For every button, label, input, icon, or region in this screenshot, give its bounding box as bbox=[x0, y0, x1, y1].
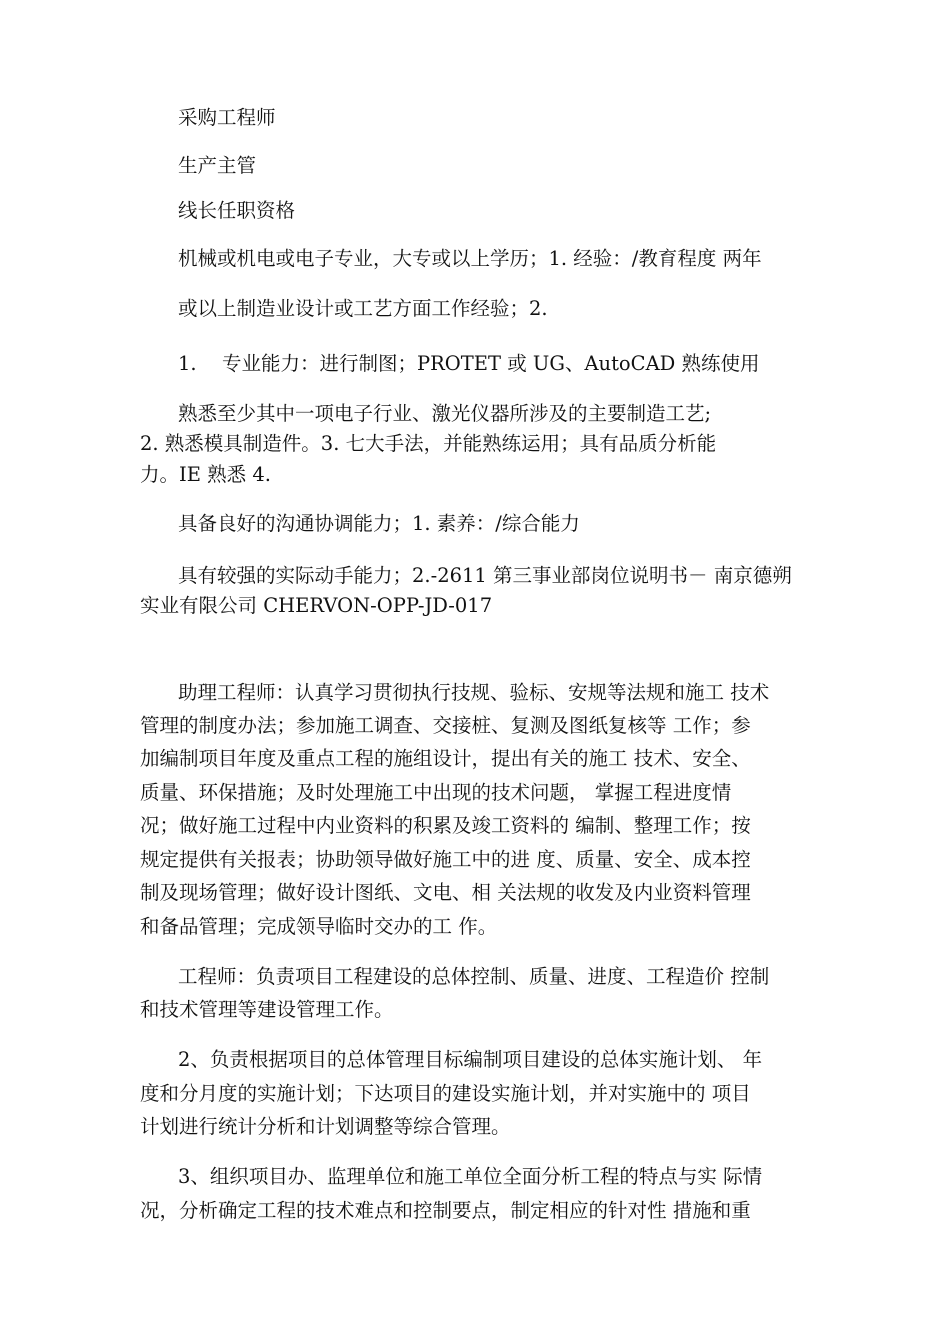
point-2-line: 2、负责根据项目的总体管理目标编制项目建设的总体实施计划、 年 bbox=[178, 1048, 763, 1071]
hands-on-line-2: 实业有限公司 CHERVON-OPP-JD-017 bbox=[140, 594, 493, 617]
assistant-engineer-line: 质量、环保措施；及时处理施工中出现的技术问题， 掌握工程进度情 bbox=[140, 781, 732, 804]
list-item-1 bbox=[178, 351, 760, 377]
heading-line-leader-qualification: 线长任职资格 bbox=[178, 199, 296, 222]
assistant-engineer-line: 加编制项目年度及重点工程的施组设计，提出有关的施工 技术、安全、 bbox=[140, 747, 751, 770]
engineer-line: 和技术管理等建设管理工作。 bbox=[140, 998, 394, 1021]
education-line-2: 或以上制造业设计或工艺方面工作经验；2. bbox=[178, 297, 548, 320]
assistant-engineer-line: 制及现场管理；做好设计图纸、文电、相 关法规的收发及内业资料管理 bbox=[140, 881, 751, 904]
list-item-text: 专业能力：进行制图；PROTET 或 UG、AutoCAD 熟练使用 bbox=[222, 352, 760, 375]
heading-purchasing-engineer: 采购工程师 bbox=[178, 106, 276, 129]
list-item-number: 1. bbox=[178, 352, 197, 375]
item2-line-2: 力。IE 熟悉 4. bbox=[140, 463, 271, 486]
item2-line-1: 2. 熟悉模具制造件。3. 七大手法，并能熟练运用；具有品质分析能 bbox=[140, 432, 717, 455]
point-2-line: 计划进行统计分析和计划调整等综合管理。 bbox=[140, 1115, 511, 1138]
assistant-engineer-line: 和备品管理；完成领导临时交办的工 作。 bbox=[140, 915, 498, 938]
assistant-engineer-line: 况；做好施工过程中内业资料的积累及竣工资料的 编制、整理工作；按 bbox=[140, 814, 751, 837]
education-line-1: 机械或机电或电子专业，大专或以上学历；1. 经验：/教育程度 两年 bbox=[178, 247, 762, 270]
point-3-line: 况，分析确定工程的技术难点和控制要点，制定相应的针对性 措施和重 bbox=[140, 1199, 751, 1222]
hands-on-line-1: 具有较强的实际动手能力；2.-2611 第三事业部岗位说明书－ 南京德朔 bbox=[178, 564, 792, 587]
assistant-engineer-line: 管理的制度办法；参加施工调查、交接桩、复测及图纸复核等 工作；参 bbox=[140, 714, 751, 737]
heading-production-supervisor: 生产主管 bbox=[178, 154, 257, 177]
communication-line: 具备良好的沟通协调能力；1. 素养：/综合能力 bbox=[178, 512, 580, 535]
point-3-line: 3、组织项目办、监理单位和施工单位全面分析工程的特点与实 际情 bbox=[178, 1165, 763, 1188]
point-2-line: 度和分月度的实施计划；下达项目的建设实施计划，并对实施中的 项目 bbox=[140, 1082, 751, 1105]
engineer-line: 工程师：负责项目工程建设的总体控制、质量、进度、工程造价 控制 bbox=[178, 965, 770, 988]
assistant-engineer-line: 助理工程师：认真学习贯彻执行技规、验标、安规等法规和施工 技术 bbox=[178, 681, 770, 704]
assistant-engineer-line: 规定提供有关报表；协助领导做好施工中的进 度、质量、安全、成本控 bbox=[140, 848, 751, 871]
familiar-line: 熟悉至少其中一项电子行业、激光仪器所涉及的主要制造工艺; bbox=[178, 402, 712, 425]
